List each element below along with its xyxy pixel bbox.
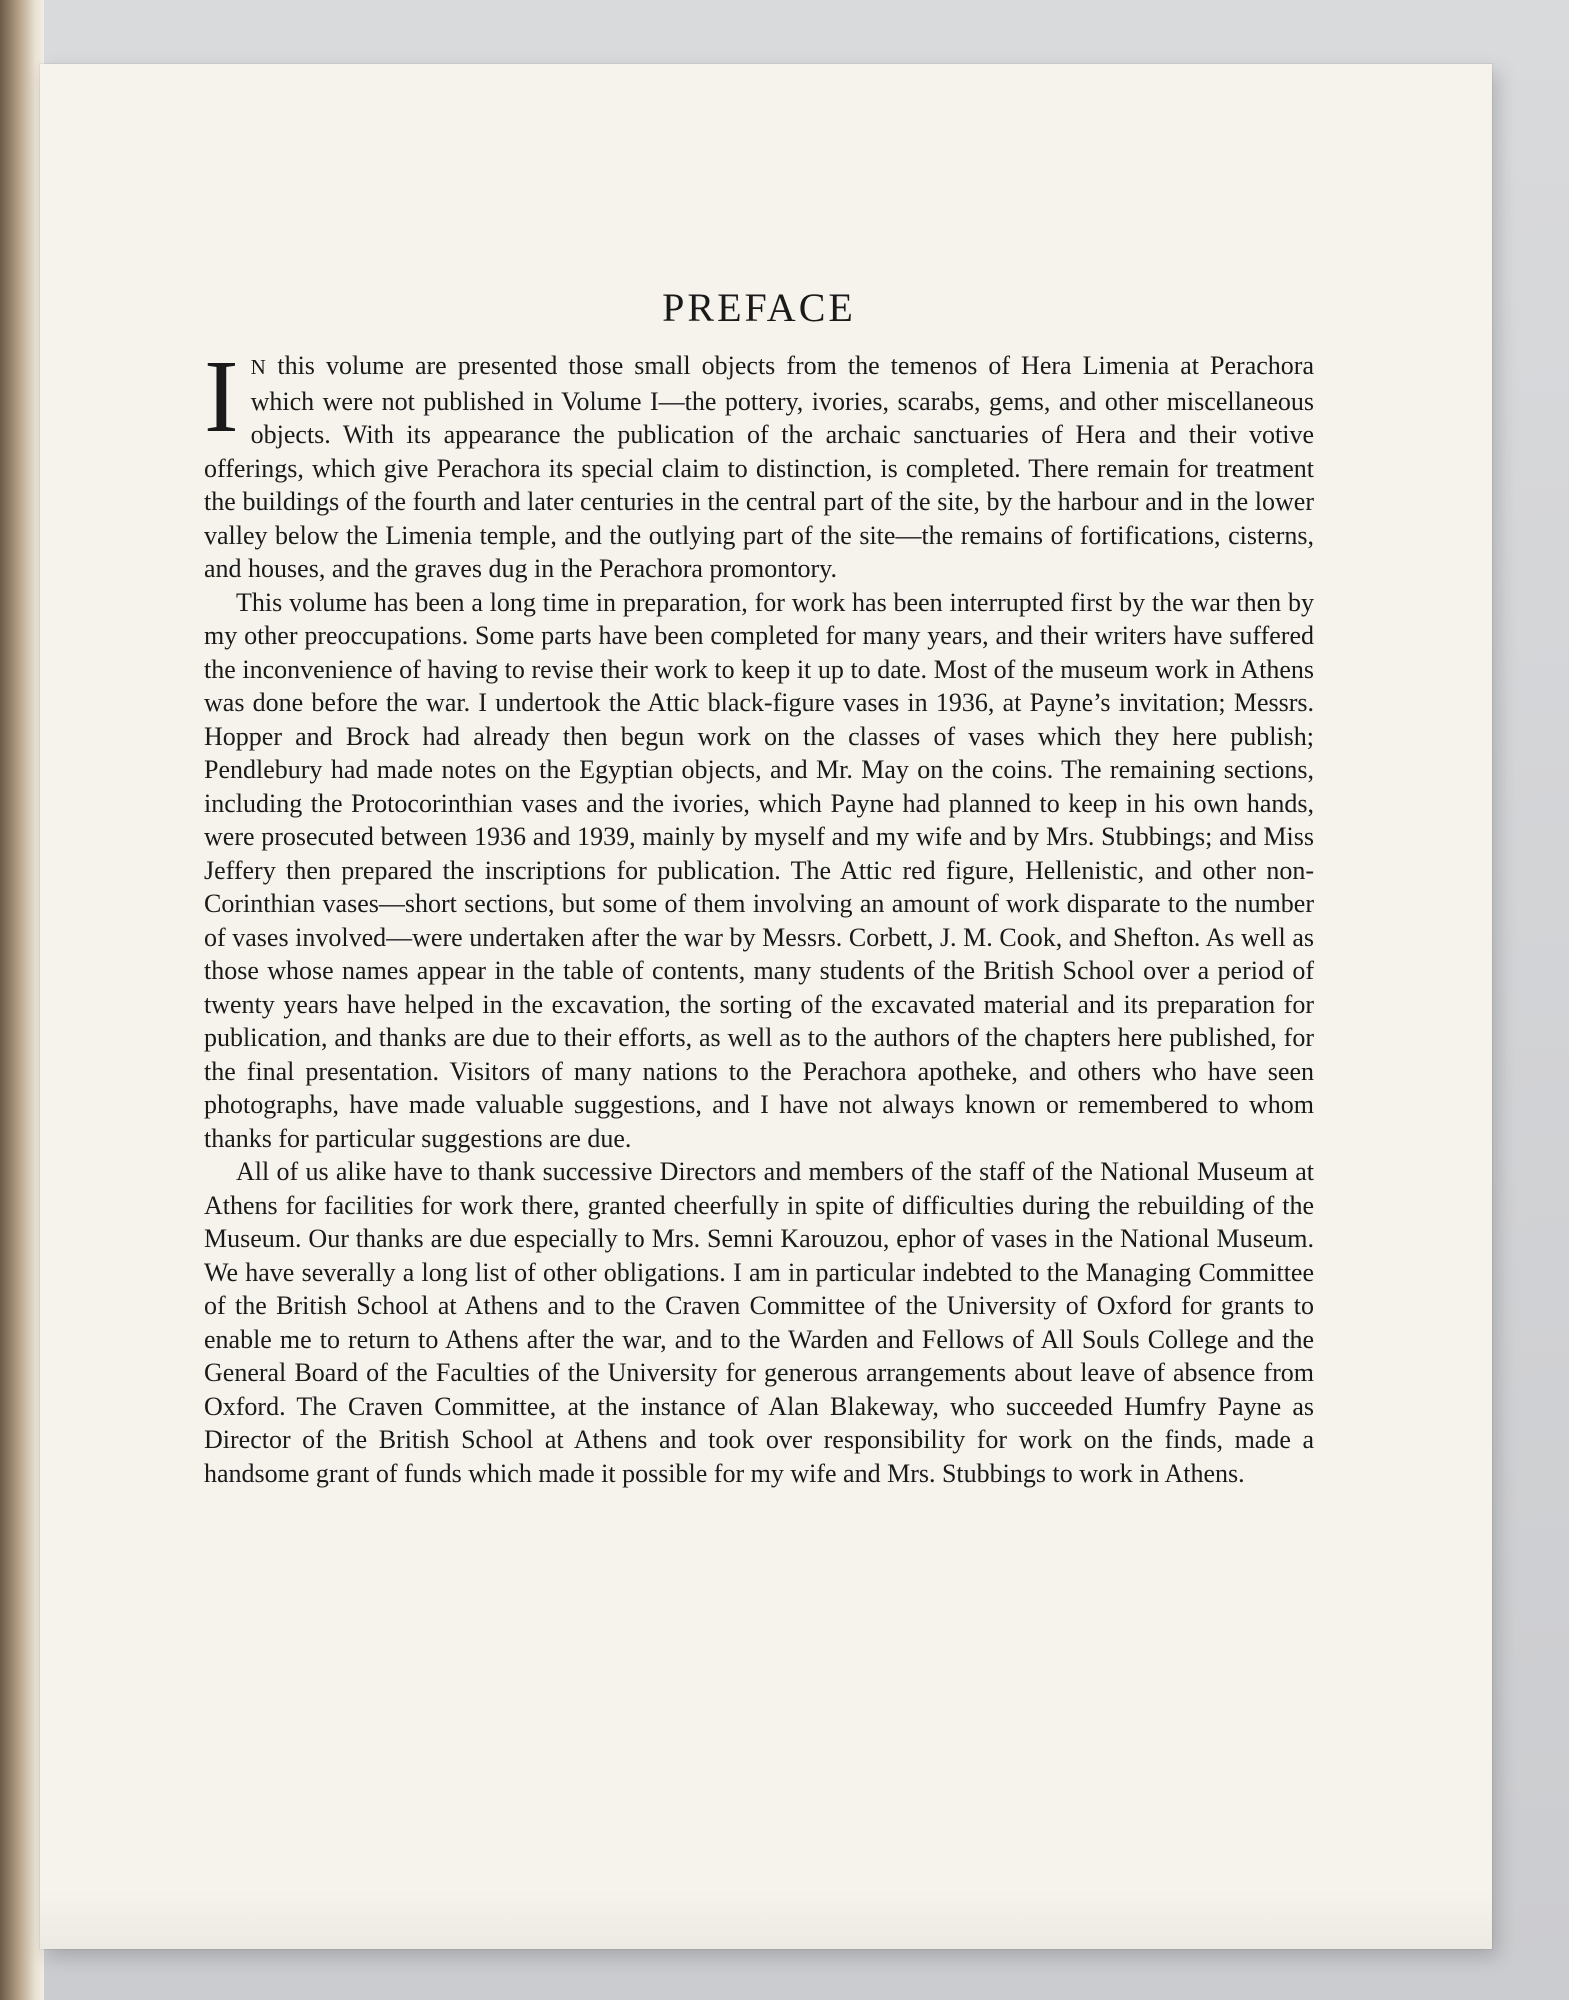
paragraph-3: All of us alike have to thank successive Directors and members of the staff of the National Museum at Athens for facilities for work there, granted cheerfully in spite of difficulties during the rebuilding of the Museum. Our thanks are due especially to Mrs. Semni Karouzou, ephor of vases in the National Museum. We have severally a long list of other obligations. I am in particular indebted to the Managing Committee of the British School at Athens and to the Craven Committee of the University of Oxford for grants to enable me to return to Athens after the war, and to the Warden and Fellows of All Souls College and the General Board of the Faculties of the University for generous arrangements about leave of absence from Oxford. The Craven Committee, at the instance of Alan Blakeway, who succeeded Humfry Payne as Director of the British School at Athens and took over responsibility for work on the finds, made a handsome grant of funds which made it possible for my wife and Mrs. Stubbings to work in Athens. <box>204 1157 1314 1488</box>
page-title: PREFACE <box>662 285 856 330</box>
paragraph-2: This volume has been a long time in preparation, for work has been interrupted first by the war then by my other preoccupations. Some parts have been completed for many years, and their writers have suffered the inconvenience of having to revise their work to keep it up to date. Most of the museum work in Athens was done before the war. I undertook the Attic black-figure vases in 1936, at Payne’s invitation; Messrs. Hopper and Brock had already then begun work on the classes of vases which they here publish; Pendlebury had made notes on the Egyptian objects, and Mr. May on the coins. The remaining sections, including the Protocorinthian vases and the ivories, which Payne had planned to keep in his own hands, were prosecuted between 1936 and 1939, mainly by myself and my wife and by Mrs. Stubbings; and Miss Jeffery then prepared the inscriptions for publication. The Attic red figure, Hellenistic, and other non-Corinthian vases—short sections, but some of them involving an amount of work disparate to the number of vases involved—were undertaken after the war by Messrs. Corbett, J. M. Cook, and Shefton. As well as those whose names appear in the table of contents, many students of the British School over a period of twenty years have helped in the excavation, the sorting of the excavated material and its preparation for publication, and thanks are due to their efforts, as well as to the authors of the chapters here published, for the final presentation. Visitors of many nations to the Perachora apotheke, and others who have seen photographs, have made valuable suggestions, and I have not always known or remembered to whom thanks for particular suggestions are due. <box>204 587 1314 1153</box>
paragraph-1-lead: N <box>250 355 267 379</box>
paragraph-1 <box>204 339 1314 586</box>
drop-cap: I <box>204 339 239 454</box>
paragraph-1-text: this volume are presented those small objects from the temenos of Hera Limenia at Perachora which were not published in Volume I—the pottery, ivories, scarabs, gems, and other miscellaneous objects. With its appearance the publication of the archaic sanctuaries of Hera and their votive offerings, which give Perachora its special claim to distinction, is completed. There remain for treatment the buildings of the fourth and later centuries in the central part of the site, by the harbour and in the lower valley below the Limenia temple, and the outlying part of the site—the remains of fortifications, cisterns, and houses, and the graves dug in the Perachora promontory. <box>204 351 1314 583</box>
preface-text-block <box>204 284 1314 1490</box>
book-spine-edge <box>0 0 44 2000</box>
book-page <box>40 64 1492 1949</box>
